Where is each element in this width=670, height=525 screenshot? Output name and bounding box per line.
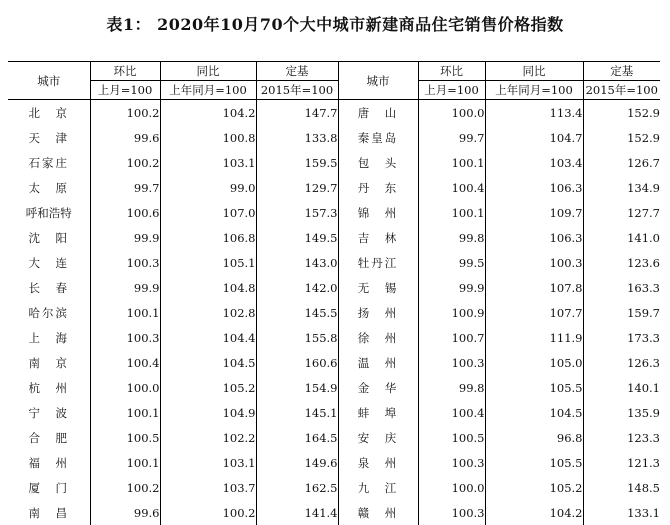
base-cell: 160.6 bbox=[256, 350, 338, 375]
base-cell: 121.3 bbox=[583, 450, 660, 475]
mom-cell: 100.3 bbox=[418, 350, 485, 375]
mom-cell: 100.2 bbox=[90, 475, 160, 500]
base-cell: 141.0 bbox=[583, 225, 660, 250]
mom-cell: 100.1 bbox=[90, 400, 160, 425]
yoy-cell: 104.2 bbox=[485, 500, 583, 525]
yoy-cell: 104.4 bbox=[160, 325, 256, 350]
yoy-cell: 104.2 bbox=[160, 100, 256, 126]
mom-cell: 100.3 bbox=[90, 250, 160, 275]
city-cell: 哈尔滨 bbox=[28, 305, 69, 320]
mom-cell: 99.7 bbox=[90, 175, 160, 200]
yoy-cell: 103.7 bbox=[160, 475, 256, 500]
base-cell: 133.8 bbox=[256, 125, 338, 150]
mom-cell: 100.3 bbox=[418, 500, 485, 525]
base-cell: 143.0 bbox=[256, 250, 338, 275]
city-cell: 徐 州 bbox=[338, 325, 418, 350]
base-cell: 134.9 bbox=[583, 175, 660, 200]
table-row bbox=[8, 250, 660, 275]
city-cell: 蚌 埠 bbox=[338, 400, 418, 425]
city-cell: 北 京 bbox=[28, 105, 69, 120]
base-subheader-right: 2015年=100 bbox=[583, 81, 660, 100]
yoy-cell: 104.8 bbox=[160, 275, 256, 300]
base-cell: 149.6 bbox=[256, 450, 338, 475]
mom-cell: 100.4 bbox=[90, 350, 160, 375]
mom-cell: 99.6 bbox=[90, 500, 160, 525]
base-cell: 141.4 bbox=[256, 500, 338, 525]
yoy-cell: 104.9 bbox=[160, 400, 256, 425]
mom-cell: 100.1 bbox=[418, 150, 485, 175]
city-cell: 温 州 bbox=[338, 350, 418, 375]
mom-cell: 99.8 bbox=[418, 375, 485, 400]
city-cell: 无 锡 bbox=[338, 275, 418, 300]
city-cell: 包 头 bbox=[338, 150, 418, 175]
mom-cell: 100.5 bbox=[90, 425, 160, 450]
yoy-cell: 106.3 bbox=[485, 225, 583, 250]
yoy-cell: 107.8 bbox=[485, 275, 583, 300]
mom-cell: 100.2 bbox=[90, 150, 160, 175]
base-cell: 123.3 bbox=[583, 425, 660, 450]
base-cell: 159.5 bbox=[256, 150, 338, 175]
city-cell: 吉 林 bbox=[338, 225, 418, 250]
table-row bbox=[8, 100, 660, 126]
table-row bbox=[8, 150, 660, 175]
table-row bbox=[8, 500, 660, 525]
table-title: 表1： 2020年10月70个大中城市新建商品住宅销售价格指数 bbox=[106, 15, 564, 34]
yoy-cell: 100.2 bbox=[160, 500, 256, 525]
base-cell: 173.3 bbox=[583, 325, 660, 350]
base-cell: 140.1 bbox=[583, 375, 660, 400]
mom-cell: 99.7 bbox=[418, 125, 485, 150]
mom-cell: 100.1 bbox=[90, 300, 160, 325]
base-cell: 164.5 bbox=[256, 425, 338, 450]
mom-cell: 100.1 bbox=[90, 450, 160, 475]
mom-cell: 100.0 bbox=[418, 475, 485, 500]
yoy-cell: 107.7 bbox=[485, 300, 583, 325]
base-cell: 147.7 bbox=[256, 100, 338, 126]
base-cell: 127.7 bbox=[583, 200, 660, 225]
base-subheader-left: 2015年=100 bbox=[256, 81, 338, 100]
mom-cell: 100.4 bbox=[418, 400, 485, 425]
mom-cell: 100.7 bbox=[418, 325, 485, 350]
mom-cell: 100.6 bbox=[90, 200, 160, 225]
base-cell: 145.1 bbox=[256, 400, 338, 425]
yoy-cell: 105.5 bbox=[485, 450, 583, 475]
yoy-cell: 105.2 bbox=[160, 375, 256, 400]
table-row bbox=[8, 225, 660, 250]
yoy-cell: 100.3 bbox=[485, 250, 583, 275]
mom-cell: 99.9 bbox=[90, 225, 160, 250]
mom-cell: 100.2 bbox=[90, 100, 160, 126]
yoy-cell: 104.5 bbox=[160, 350, 256, 375]
city-cell: 沈 阳 bbox=[28, 230, 69, 245]
city-cell: 杭 州 bbox=[28, 380, 69, 395]
mom-header-left: 环比 bbox=[90, 62, 160, 81]
table-row bbox=[8, 275, 660, 300]
city-cell: 天 津 bbox=[28, 130, 69, 145]
city-cell: 安 庆 bbox=[338, 425, 418, 450]
yoy-cell: 96.8 bbox=[485, 425, 583, 450]
mom-cell: 99.8 bbox=[418, 225, 485, 250]
mom-cell: 100.4 bbox=[418, 175, 485, 200]
mom-cell: 100.1 bbox=[418, 200, 485, 225]
mom-subheader-right: 上月=100 bbox=[418, 81, 485, 100]
city-cell: 宁 波 bbox=[28, 405, 69, 420]
base-cell: 133.1 bbox=[583, 500, 660, 525]
yoy-cell: 109.7 bbox=[485, 200, 583, 225]
base-cell: 154.9 bbox=[256, 375, 338, 400]
base-cell: 149.5 bbox=[256, 225, 338, 250]
city-cell: 太 原 bbox=[28, 180, 69, 195]
city-cell: 石家庄 bbox=[28, 155, 69, 170]
mom-cell: 100.9 bbox=[418, 300, 485, 325]
mom-cell: 100.0 bbox=[418, 100, 485, 126]
city-cell: 九 江 bbox=[338, 475, 418, 500]
yoy-cell: 99.0 bbox=[160, 175, 256, 200]
base-cell: 157.3 bbox=[256, 200, 338, 225]
city-cell: 秦皇岛 bbox=[338, 125, 418, 150]
city-cell: 金 华 bbox=[338, 375, 418, 400]
yoy-cell: 105.1 bbox=[160, 250, 256, 275]
base-header-right: 定基 bbox=[583, 62, 660, 81]
header-row-sub bbox=[8, 81, 660, 100]
base-cell: 163.3 bbox=[583, 275, 660, 300]
city-cell: 合 肥 bbox=[28, 430, 69, 445]
city-cell: 丹 东 bbox=[338, 175, 418, 200]
yoy-cell: 111.9 bbox=[485, 325, 583, 350]
price-index-table bbox=[8, 61, 660, 525]
yoy-subheader-left: 上年同月=100 bbox=[160, 81, 256, 100]
table-row bbox=[8, 350, 660, 375]
yoy-cell: 103.1 bbox=[160, 150, 256, 175]
table-row bbox=[8, 425, 660, 450]
city-cell: 呼和浩特 bbox=[25, 205, 72, 220]
city-cell: 大 连 bbox=[28, 255, 69, 270]
yoy-cell: 104.7 bbox=[485, 125, 583, 150]
table-row bbox=[8, 400, 660, 425]
mom-subheader-left: 上月=100 bbox=[90, 81, 160, 100]
base-cell: 152.9 bbox=[583, 100, 660, 126]
base-cell: 142.0 bbox=[256, 275, 338, 300]
table-row bbox=[8, 125, 660, 150]
yoy-cell: 105.0 bbox=[485, 350, 583, 375]
base-cell: 152.9 bbox=[583, 125, 660, 150]
base-cell: 123.6 bbox=[583, 250, 660, 275]
mom-cell: 99.9 bbox=[90, 275, 160, 300]
mom-cell: 99.6 bbox=[90, 125, 160, 150]
yoy-cell: 100.8 bbox=[160, 125, 256, 150]
yoy-cell: 107.0 bbox=[160, 200, 256, 225]
table-row bbox=[8, 300, 660, 325]
table-row bbox=[8, 325, 660, 350]
yoy-cell: 104.5 bbox=[485, 400, 583, 425]
base-cell: 145.5 bbox=[256, 300, 338, 325]
city-cell: 南 京 bbox=[28, 355, 69, 370]
table-row bbox=[8, 175, 660, 200]
mom-cell: 99.9 bbox=[418, 275, 485, 300]
mom-cell: 100.0 bbox=[90, 375, 160, 400]
base-cell: 126.7 bbox=[583, 150, 660, 175]
yoy-cell: 102.8 bbox=[160, 300, 256, 325]
mom-cell: 99.5 bbox=[418, 250, 485, 275]
city-cell: 锦 州 bbox=[338, 200, 418, 225]
yoy-cell: 103.4 bbox=[485, 150, 583, 175]
city-cell: 福 州 bbox=[28, 455, 69, 470]
city-cell: 上 海 bbox=[28, 330, 69, 345]
yoy-cell: 113.4 bbox=[485, 100, 583, 126]
yoy-header-right: 同比 bbox=[485, 62, 583, 81]
header-row-top bbox=[8, 62, 660, 81]
base-cell: 129.7 bbox=[256, 175, 338, 200]
mom-cell: 100.3 bbox=[418, 450, 485, 475]
mom-cell: 100.3 bbox=[90, 325, 160, 350]
city-cell: 赣 州 bbox=[338, 500, 418, 525]
yoy-cell: 102.2 bbox=[160, 425, 256, 450]
yoy-header-left: 同比 bbox=[160, 62, 256, 81]
base-cell: 148.5 bbox=[583, 475, 660, 500]
table-row bbox=[8, 200, 660, 225]
base-cell: 126.3 bbox=[583, 350, 660, 375]
yoy-cell: 106.3 bbox=[485, 175, 583, 200]
city-cell: 泉 州 bbox=[338, 450, 418, 475]
city-cell: 唐 山 bbox=[338, 100, 418, 126]
yoy-cell: 103.1 bbox=[160, 450, 256, 475]
yoy-cell: 105.5 bbox=[485, 375, 583, 400]
table-row bbox=[8, 375, 660, 400]
yoy-subheader-right: 上年同月=100 bbox=[485, 81, 583, 100]
yoy-cell: 106.8 bbox=[160, 225, 256, 250]
yoy-cell: 105.2 bbox=[485, 475, 583, 500]
table-row bbox=[8, 475, 660, 500]
city-cell: 长 春 bbox=[28, 280, 69, 295]
base-header-left: 定基 bbox=[256, 62, 338, 81]
city-header-right: 城市 bbox=[338, 62, 418, 100]
base-cell: 135.9 bbox=[583, 400, 660, 425]
city-cell: 牡丹江 bbox=[338, 250, 418, 275]
city-cell: 厦 门 bbox=[28, 480, 69, 495]
city-header-left: 城市 bbox=[8, 62, 90, 100]
base-cell: 159.7 bbox=[583, 300, 660, 325]
mom-header-right: 环比 bbox=[418, 62, 485, 81]
city-cell: 扬 州 bbox=[338, 300, 418, 325]
mom-cell: 100.5 bbox=[418, 425, 485, 450]
base-cell: 155.8 bbox=[256, 325, 338, 350]
city-cell: 南 昌 bbox=[28, 505, 69, 520]
table-row bbox=[8, 450, 660, 475]
base-cell: 162.5 bbox=[256, 475, 338, 500]
